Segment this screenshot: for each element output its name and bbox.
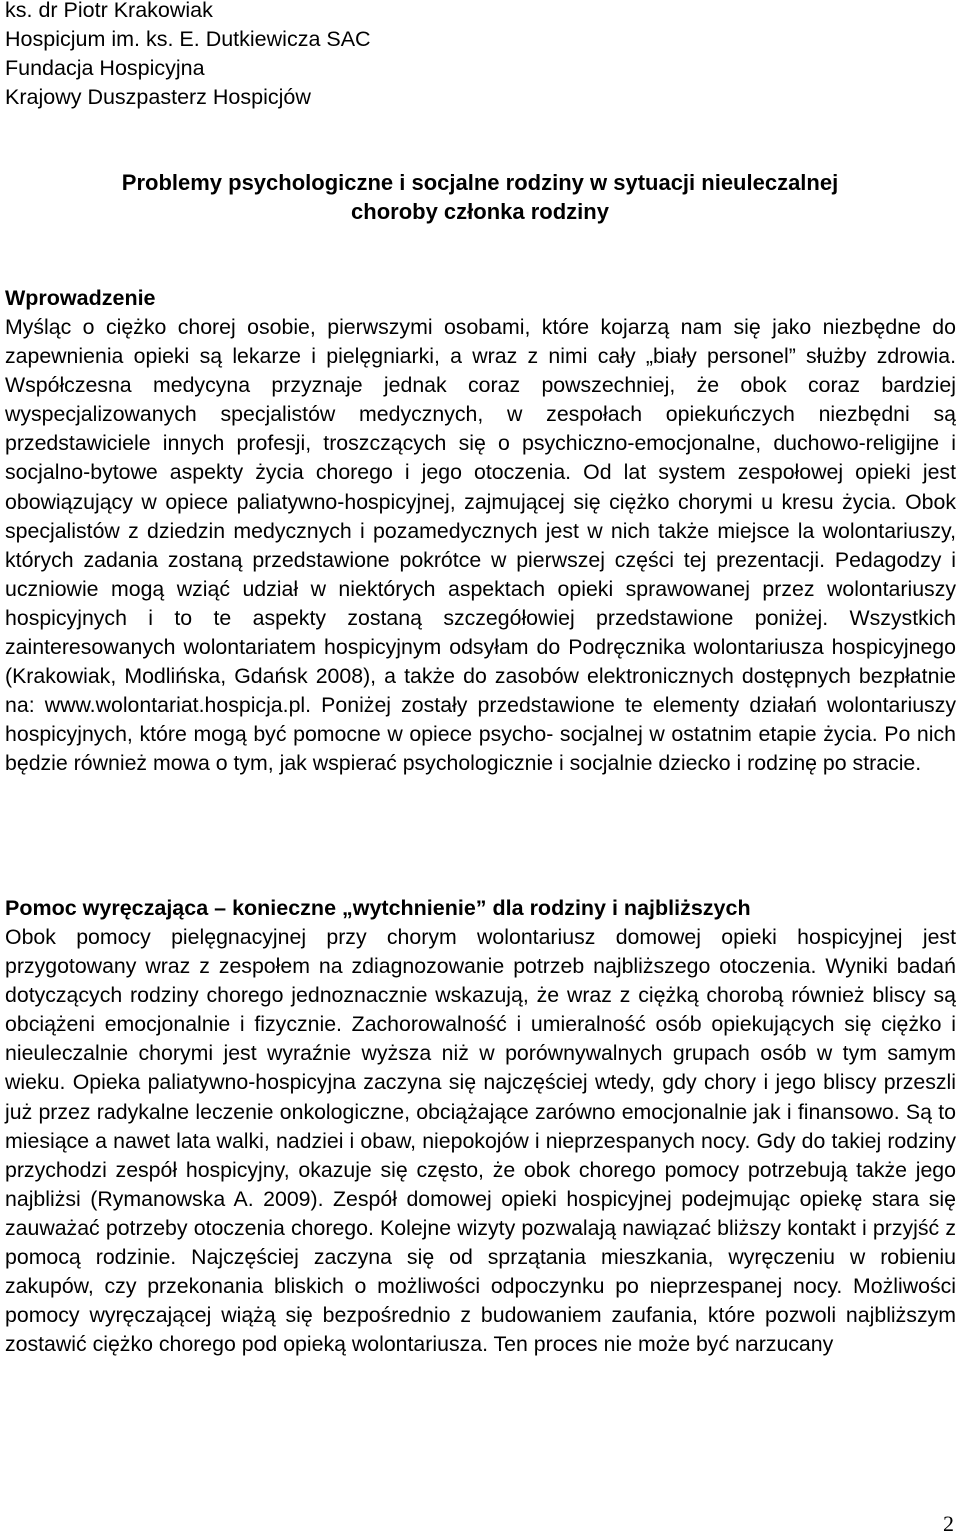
document-title-line-1: Problemy psychologiczne i socjalne rodziny w sytuacji nieuleczalnej <box>121 170 839 195</box>
author-role: Krajowy Duszpasterz Hospicjów <box>5 85 311 109</box>
author-header <box>5 0 371 112</box>
author-institution: Hospicjum im. ks. E. Dutkiewicza SAC <box>5 27 371 51</box>
section-body-respite-care: Obok pomocy pielęgnacyjnej przy chorym wolontariusz domowej opieki hospicyjnej jest przygotowany wraz z zespołem na zdiagnozowanie potrzeb najbliższego otoczenia. Wyniki badań dotyczących rodziny chorego jednoznacznie wskazują, że wraz z ciężką chorobą również bliscy są obciążeni emocjonalnie i fizycznie. Zachorowalność i umieralność osób opiekujących się ciężko i nieuleczalnie chorymi jest wyraźnie wyższa niż w porównywalnych grupach osób w tym samym wieku. Opieka paliatywno-hospicyjna zaczyna się najczęściej wtedy, gdy chory i jego bliscy przeszli już przez radykalne leczenie onkologiczne, obciążające zarówno emocjonalnie jak i finansowo. Są to miesiące a nawet lata walki, nadziei i obaw, niepokojów i nieprzespanych nocy. Gdy do takiej rodziny przychodzi zespół hospicyjny, okazuje się często, że obok chorego pomocy potrzebują także jego najbliżsi (Rymanowska A. 2009). Zespół domowej opieki hospicyjnej podejmując opiekę stara się zauważać potrzeby otoczenia chorego. Kolejne wizyty pozwalają nawiązać bliższy kontakt i przyjść z pomocą rodzinie. Najczęściej zaczyna się od sprzątania mieszkania, wyręczeniu w robieniu zakupów, czy przekonania bliskich o możliwości odpoczynku po nieprzespanej nocy. Możliwości pomocy wyręczającej wiążą się bezpośrednio z budowaniem zaufania, które pozwoli najbliższym zostawić ciężko chorego pod opieką wolontariusza. Ten proces nie może być narzucany <box>5 925 956 1357</box>
section-heading-respite-care: Pomoc wyręczająca – konieczne „wytchnienie” dla rodziny i najbliższych <box>5 896 751 920</box>
author-name: ks. dr Piotr Krakowiak <box>5 0 213 22</box>
author-foundation: Fundacja Hospicyjna <box>5 56 205 80</box>
section-heading-introduction: Wprowadzenie <box>5 286 156 310</box>
section-body-introduction: Myśląc o ciężko chorej osobie, pierwszymi osobami, które kojarzą nam się jako niezbędne do zapewnienia opieki są lekarze i pielęgniarki, a wraz z nimi cały „biały personel” służby zdrowia. Współczesna medycyna przyznaje jednak coraz powszechniej, że obok coraz bardziej wyspecjalizowanych specjalistów medycznych, w zespołach opiekuńczych niezbędni są przedstawiciele innych profesji, troszczących się o psychiczno-emocjonalne, duchowo-religijne i socjalno-bytowe aspekty życia chorego i jego otoczenia. Od lat system zespołowej opieki jest obowiązujący w opiece paliatywno-hospicyjnej, zajmującej się ciężko chorymi u kresu życia. Obok specjalistów z dziedzin medycznych i pozamedycznych jest w nich także miejsce la wolontariuszy, których zadania zostaną przedstawione pokrótce w pierwszej części tej prezentacji. Pedagodzy i uczniowie mogą wziąć udział w niektórych aspektach opieki sprawowanej przez wolontariuszy hospicyjnych i to te aspekty zostaną szczegółowiej przedstawione poniżej. Wszystkich zainteresowanych wolontariatem hospicyjnym odsyłam do Podręcznika wolontariusza hospicyjnego (Krakowiak, Modlińska, Gdańsk 2008), a także do zasobów elektronicznych dostępnych bezpłatnie na: www.wolontariat.hospicja.pl. Poniżej zostały przedstawione te elementy działań wolontariuszy hospicyjnych, które mogą być pomocne w opiece psycho- socjalnej w ostatnim etapie życia. Po nich będzie również mowa o tym, jak wspierać psychologicznie i socjalnie dziecko i rodzinę po stracie. <box>5 315 956 776</box>
document-title-line-2: choroby członka rodziny <box>351 199 609 224</box>
document-title <box>0 168 960 226</box>
page-number: 2 <box>943 1511 954 1536</box>
